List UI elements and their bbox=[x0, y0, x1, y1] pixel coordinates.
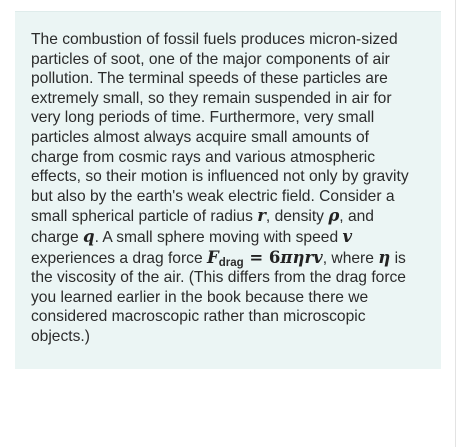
passage-line bbox=[31, 227, 429, 248]
passage-line: but also by the earth's weak electric field. Consider a bbox=[31, 187, 395, 205]
passage-line: considered macroscopic rather than microscopic bbox=[31, 308, 366, 326]
math-density-symbol: ρ bbox=[328, 206, 340, 226]
passage-line: particles of soot, one of the major components of air bbox=[31, 50, 390, 68]
math-equals-six: = 6 bbox=[243, 247, 281, 267]
problem-passage bbox=[31, 30, 429, 347]
math-drag-expression: πηrv bbox=[280, 247, 323, 267]
page-edge-divider bbox=[455, 0, 456, 447]
passage-line: particles almost always acquire small amounts of bbox=[31, 128, 369, 146]
passage-text: experiences a drag force bbox=[31, 249, 207, 267]
passage-text: small spherical particle of radius bbox=[31, 208, 258, 226]
math-drag-subscript: drag bbox=[218, 256, 244, 269]
passage-line: very long periods of time. Furthermore, very small bbox=[31, 109, 375, 127]
passage-text: charge bbox=[31, 228, 84, 246]
passage-text: , density bbox=[265, 208, 329, 226]
passage-line: The combustion of fossil fuels produces micron-sized bbox=[31, 31, 398, 48]
passage-line: you learned earlier in the book because there we bbox=[31, 288, 369, 306]
passage-line bbox=[31, 206, 429, 227]
passage-line bbox=[31, 248, 429, 269]
passage-text: , where bbox=[322, 249, 379, 267]
passage-line: the viscosity of the air. (This differs from the drag force bbox=[31, 269, 406, 287]
passage-text: . A small sphere moving with speed bbox=[94, 228, 343, 246]
passage-text: is bbox=[390, 249, 406, 267]
passage-text: , and bbox=[339, 208, 374, 226]
math-speed-symbol: v bbox=[342, 226, 353, 246]
passage-line: extremely small, so they remain suspended in air for bbox=[31, 89, 392, 107]
math-viscosity-symbol: η bbox=[378, 247, 391, 267]
problem-text-panel bbox=[15, 11, 441, 369]
passage-line: charge from cosmic rays and various atmospheric bbox=[31, 148, 376, 166]
passage-line: pollution. The terminal speeds of these particles are bbox=[31, 70, 388, 88]
math-radius-symbol: r bbox=[257, 206, 266, 226]
math-charge-symbol: q bbox=[83, 226, 95, 246]
math-drag-force-symbol: F bbox=[206, 247, 219, 267]
passage-line: effects, so their motion is influenced not only by gravity bbox=[31, 168, 409, 186]
passage-line: objects.) bbox=[31, 327, 90, 345]
